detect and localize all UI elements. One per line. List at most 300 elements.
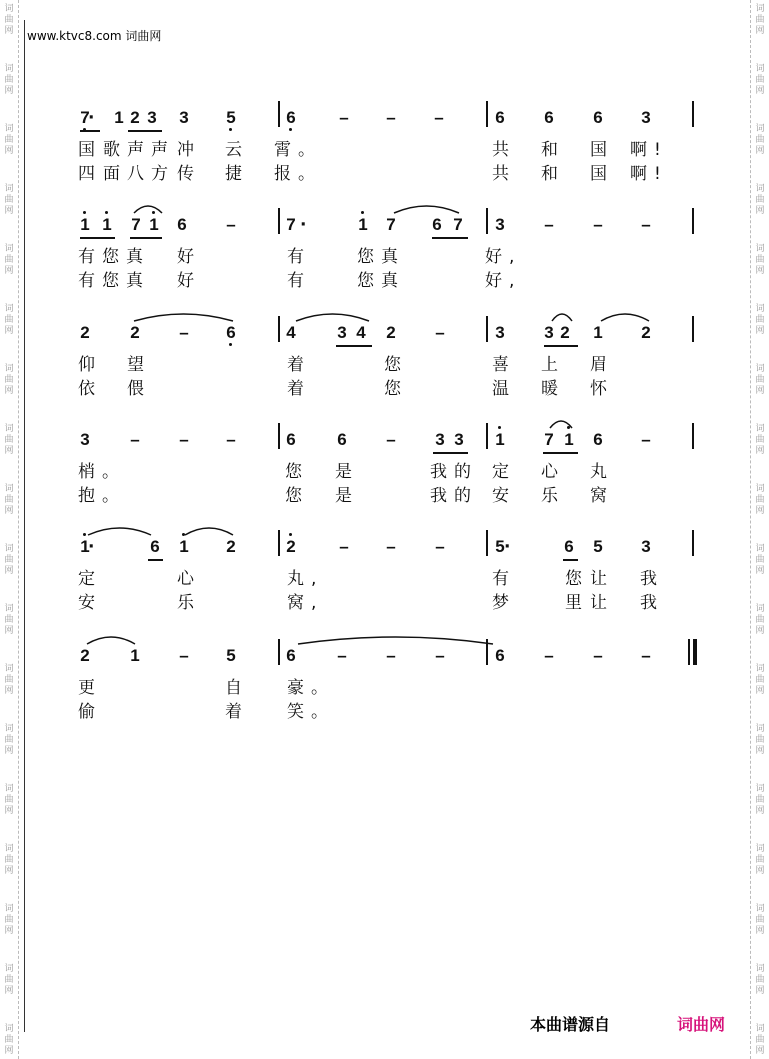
watermark-char: 网: [4, 626, 14, 636]
lyric-text: 上: [541, 355, 558, 375]
dash-note: –: [434, 108, 444, 127]
lyric-verse-1: [0, 677, 769, 699]
lyric-text: 让: [590, 593, 607, 613]
lyric-text: 有: [287, 247, 304, 267]
lyric-text: 梦: [492, 593, 509, 613]
watermark-char: 网: [4, 206, 14, 216]
watermark-char: 网: [755, 446, 765, 456]
bar-line: [692, 101, 694, 127]
bar-line: [692, 423, 694, 449]
note: 4: [286, 323, 296, 342]
beam-underline: [543, 452, 578, 454]
watermark-char: 曲: [755, 615, 765, 625]
watermark-char: 词: [755, 544, 765, 554]
lyric-text: 眉: [590, 355, 607, 375]
watermark-char: 曲: [755, 135, 765, 145]
watermark-char: 网: [4, 806, 14, 816]
watermark-char: 词: [4, 604, 14, 614]
bar-line: [486, 101, 488, 127]
note: 7: [544, 430, 554, 449]
watermark-char: 词: [755, 184, 765, 194]
lyric-text: 有您真: [78, 271, 150, 291]
lyric-text: 您: [565, 569, 582, 589]
note: 2: [283, 537, 299, 557]
lyric-text: 自: [225, 678, 242, 698]
watermark-char: 词: [755, 4, 765, 14]
watermark-char: 曲: [755, 975, 765, 985]
note: 1: [114, 108, 124, 127]
watermark-char: 曲: [4, 1035, 14, 1045]
watermark-char: 词: [4, 124, 14, 134]
watermark-char: 曲: [4, 495, 14, 505]
lyric-text: 定: [78, 569, 95, 589]
notation-row: [0, 215, 769, 245]
final-bar-line: [693, 639, 697, 665]
note: 7: [286, 215, 296, 234]
watermark-char: 网: [755, 566, 765, 576]
watermark-char: 曲: [755, 915, 765, 925]
note: 5: [593, 537, 603, 556]
lyric-text: 窝,: [287, 593, 324, 613]
lyric-text: 好: [177, 247, 194, 267]
note: 6: [283, 108, 299, 128]
watermark-char: 词: [755, 904, 765, 914]
note: 6: [177, 215, 187, 234]
watermark-char: 网: [755, 386, 765, 396]
note: 2: [130, 108, 140, 127]
watermark-char: 词: [4, 664, 14, 674]
watermark-char: 词: [755, 964, 765, 974]
lyric-text: 我: [640, 593, 657, 613]
watermark-char: 网: [755, 986, 765, 996]
lyric-text: 您真: [357, 247, 405, 267]
bar-line: [692, 530, 694, 556]
lyric-text: 和: [541, 140, 558, 160]
note: 2: [560, 323, 570, 342]
lyric-text: 有: [492, 569, 509, 589]
note: 2: [80, 323, 90, 342]
lyric-text: 安: [492, 486, 509, 506]
watermark-char: 网: [4, 386, 14, 396]
lyric-text: 霄。: [274, 140, 322, 160]
bar-line: [486, 530, 488, 556]
lyric-text: 有您真: [78, 247, 150, 267]
watermark-char: 词: [755, 664, 765, 674]
watermark-char: 曲: [755, 375, 765, 385]
lyric-text: 让: [590, 569, 607, 589]
watermark-char: 网: [4, 86, 14, 96]
watermark-char: 曲: [755, 735, 765, 745]
note: 3: [337, 323, 347, 342]
lyric-text: 梢。: [78, 462, 126, 482]
bar-line: [278, 639, 280, 665]
watermark-char: 网: [755, 26, 765, 36]
watermark-char: 词: [4, 544, 14, 554]
dash-note: –: [435, 323, 445, 342]
site-header[interactable]: www.ktvc8.com 词曲网: [27, 29, 162, 43]
note: 3: [80, 430, 90, 449]
watermark-char: 网: [755, 626, 765, 636]
note: 6: [286, 646, 296, 665]
watermark-char: 网: [4, 266, 14, 276]
watermark-char: 词: [755, 244, 765, 254]
note: 7: [131, 215, 141, 234]
watermark-char: 网: [755, 326, 765, 336]
slur-arc: [549, 417, 573, 429]
watermark-char: 网: [755, 926, 765, 936]
bar-line: [692, 316, 694, 342]
dash-note: –: [386, 537, 396, 556]
lyric-verse-2: [0, 270, 769, 292]
note: 6: [564, 537, 574, 556]
note: 3: [454, 430, 464, 449]
watermark-char: 曲: [4, 615, 14, 625]
beam-underline: [130, 237, 162, 239]
lyric-text: 国: [590, 140, 607, 160]
watermark-char: 词: [755, 124, 765, 134]
watermark-char: 网: [4, 506, 14, 516]
slur-arc: [86, 633, 136, 645]
lyric-text: 豪。: [287, 678, 335, 698]
note: 3: [495, 215, 505, 234]
dash-note: –: [386, 646, 396, 665]
notation-row: [0, 646, 769, 676]
lyric-text: 和: [541, 164, 558, 184]
lyric-verse-1: [0, 461, 769, 483]
watermark-char: 曲: [4, 375, 14, 385]
watermark-char: 曲: [755, 1035, 765, 1045]
watermark-char: 词: [4, 964, 14, 974]
beam-underline: [432, 237, 468, 239]
watermark-char: 网: [755, 86, 765, 96]
lyric-text: 您: [285, 462, 302, 482]
dash-note: –: [179, 430, 189, 449]
dash-note: –: [337, 646, 347, 665]
dash-note: –: [435, 537, 445, 556]
note: 3: [641, 108, 651, 127]
note: 1: [99, 215, 115, 235]
watermark-char: 词: [755, 724, 765, 734]
watermark-char: 词: [4, 304, 14, 314]
watermark-char: 词: [4, 724, 14, 734]
augmentation-dot: ·: [88, 537, 95, 557]
note: 3: [147, 108, 157, 127]
note: 1: [561, 430, 577, 450]
lyric-text: 您: [384, 379, 401, 399]
beam-underline: [544, 345, 578, 347]
slur-arc: [297, 633, 494, 645]
lyric-text: 安: [78, 593, 95, 613]
note: 1: [130, 646, 140, 665]
note: 3: [179, 108, 189, 127]
lyric-text: 是: [335, 462, 352, 482]
augmentation-dot: ·: [504, 537, 511, 557]
lyric-text: 窝: [590, 486, 607, 506]
watermark-char: 曲: [4, 915, 14, 925]
lyric-text: 偷: [78, 702, 95, 722]
lyric-text: 望: [127, 355, 144, 375]
lyric-text: 啊!: [630, 140, 668, 160]
slur-arc: [551, 310, 573, 322]
watermark-char: 曲: [4, 675, 14, 685]
lyric-text: 喜: [492, 355, 509, 375]
note: 3: [435, 430, 445, 449]
note: 3: [495, 323, 505, 342]
dash-note: –: [593, 215, 603, 234]
slur-arc: [295, 310, 370, 322]
lyric-text: 歌声声: [103, 140, 175, 160]
watermark-char: 词: [755, 424, 765, 434]
slur-arc: [184, 524, 234, 536]
beam-underline: [80, 237, 115, 239]
augmentation-dot: ·: [88, 108, 95, 128]
lyric-verse-2: [0, 485, 769, 507]
watermark-char: 曲: [755, 795, 765, 805]
bar-line: [486, 316, 488, 342]
lyric-text: 冲: [177, 140, 194, 160]
watermark-char: 词: [4, 4, 14, 14]
note: 1: [355, 215, 371, 235]
lyric-text: 您: [384, 355, 401, 375]
watermark-char: 曲: [755, 855, 765, 865]
watermark-char: 曲: [755, 435, 765, 445]
lyric-text: 着: [287, 379, 304, 399]
dash-note: –: [339, 537, 349, 556]
dash-note: –: [179, 646, 189, 665]
note: 1: [146, 215, 162, 235]
dash-note: –: [641, 646, 651, 665]
dash-note: –: [641, 215, 651, 234]
note: 5: [223, 108, 239, 128]
bar-line: [486, 423, 488, 449]
watermark-char: 词: [4, 364, 14, 374]
note: 1: [77, 537, 93, 557]
watermark-char: 词: [755, 364, 765, 374]
watermark-char: 网: [4, 686, 14, 696]
watermark-char: 词: [4, 244, 14, 254]
watermark-char: 网: [755, 146, 765, 156]
dash-note: –: [641, 430, 651, 449]
lyric-text: 着: [225, 702, 242, 722]
lyric-text: 好,: [485, 247, 522, 267]
lyric-text: 是: [335, 486, 352, 506]
watermark-char: 曲: [4, 75, 14, 85]
watermark-char: 网: [4, 1046, 14, 1056]
lyric-text: 乐: [177, 593, 194, 613]
note: 6: [286, 430, 296, 449]
watermark-char: 曲: [755, 315, 765, 325]
lyric-verse-1: [0, 568, 769, 590]
note: 3: [544, 323, 554, 342]
lyric-text: 传: [177, 164, 194, 184]
note: 2: [386, 323, 396, 342]
note: 7: [453, 215, 463, 234]
lyric-text: 国: [590, 164, 607, 184]
watermark-char: 词: [4, 1024, 14, 1034]
lyric-text: 怀: [590, 379, 607, 399]
lyric-verse-1: [0, 354, 769, 376]
bar-line: [278, 530, 280, 556]
watermark-char: 曲: [4, 855, 14, 865]
lyric-text: 捷: [225, 164, 242, 184]
notation-row: [0, 108, 769, 138]
slur-arc: [393, 202, 460, 214]
watermark-char: 词: [4, 844, 14, 854]
watermark-char: 网: [755, 266, 765, 276]
bar-line: [692, 208, 694, 234]
watermark-char: 词: [755, 64, 765, 74]
watermark-char: 词: [4, 424, 14, 434]
watermark-char: 网: [755, 1046, 765, 1056]
watermark-char: 曲: [755, 495, 765, 505]
augmentation-dot: ·: [300, 215, 307, 235]
beam-underline: [80, 130, 100, 132]
lyric-text: 心: [541, 462, 558, 482]
lyric-text: 您: [285, 486, 302, 506]
note: 6: [495, 108, 505, 127]
lyric-text: 温: [492, 379, 509, 399]
lyric-verse-2: [0, 378, 769, 400]
beam-underline: [148, 559, 163, 561]
note: 5: [495, 537, 505, 556]
slur-arc: [87, 524, 152, 536]
note: 3: [641, 537, 651, 556]
watermark-char: 网: [4, 326, 14, 336]
lyric-text: 乐: [541, 486, 558, 506]
watermark-char: 网: [755, 806, 765, 816]
beam-underline: [336, 345, 372, 347]
lyric-text: 暖: [541, 379, 558, 399]
lyric-text: 有: [287, 271, 304, 291]
watermark-char: 曲: [755, 15, 765, 25]
watermark-char: 网: [755, 206, 765, 216]
lyric-text: 我: [640, 569, 657, 589]
watermark-char: 曲: [4, 555, 14, 565]
note: 2: [130, 323, 140, 342]
beam-underline: [563, 559, 578, 561]
lyric-verse-2: [0, 163, 769, 185]
watermark-char: 网: [4, 26, 14, 36]
note: 6: [593, 108, 603, 127]
watermark-char: 曲: [755, 195, 765, 205]
lyric-text: 我的: [430, 462, 478, 482]
watermark-char: 网: [4, 986, 14, 996]
lyric-text: 面八方: [103, 164, 175, 184]
watermark-char: 网: [755, 746, 765, 756]
notation-row: [0, 323, 769, 353]
watermark-char: 曲: [4, 195, 14, 205]
lyric-text: 着: [287, 355, 304, 375]
note: 6: [337, 430, 347, 449]
lyric-text: 定: [492, 462, 509, 482]
dash-note: –: [130, 430, 140, 449]
watermark-char: 词: [755, 784, 765, 794]
note: 6: [495, 646, 505, 665]
dash-note: –: [339, 108, 349, 127]
slur-arc: [600, 310, 650, 322]
lyric-text: 偎: [127, 379, 144, 399]
footer-source-label: 本曲谱源自: [530, 1015, 611, 1034]
dash-note: –: [226, 215, 236, 234]
note: 4: [356, 323, 366, 342]
lyric-text: 里: [565, 593, 582, 613]
note: 6: [432, 215, 442, 234]
watermark-char: 词: [755, 604, 765, 614]
watermark-char: 网: [755, 686, 765, 696]
lyric-text: 抱。: [78, 486, 126, 506]
note: 6: [593, 430, 603, 449]
note: 7: [77, 108, 93, 128]
bar-line: [486, 208, 488, 234]
footer-brand[interactable]: 词曲网: [677, 1015, 726, 1034]
dash-note: –: [544, 646, 554, 665]
watermark-char: 曲: [4, 735, 14, 745]
note: 6: [544, 108, 554, 127]
watermark-char: 网: [4, 746, 14, 756]
dash-note: –: [435, 646, 445, 665]
watermark-char: 网: [755, 866, 765, 876]
lyric-text: 共: [492, 140, 509, 160]
lyric-text: 四: [78, 164, 95, 184]
note: 2: [80, 646, 90, 665]
watermark-char: 网: [4, 566, 14, 576]
lyric-verse-2: [0, 592, 769, 614]
note: 2: [641, 323, 651, 342]
notation-row: [0, 430, 769, 460]
watermark-char: 词: [4, 904, 14, 914]
note: 1: [176, 537, 192, 557]
watermark-char: 曲: [4, 975, 14, 985]
lyric-text: 丸: [590, 462, 607, 482]
note: 1: [593, 323, 603, 342]
dash-note: –: [386, 108, 396, 127]
lyric-text: 心: [177, 569, 194, 589]
lyric-text: 国: [78, 140, 95, 160]
beam-underline: [128, 130, 162, 132]
lyric-text: 丸,: [287, 569, 324, 589]
lyric-text: 笑。: [287, 702, 335, 722]
watermark-char: 词: [4, 184, 14, 194]
watermark-char: 词: [755, 304, 765, 314]
lyric-text: 啊!: [630, 164, 668, 184]
watermark-char: 词: [4, 484, 14, 494]
watermark-char: 网: [4, 866, 14, 876]
lyric-text: 好: [177, 271, 194, 291]
bar-line: [278, 316, 280, 342]
bar-line: [278, 101, 280, 127]
dash-note: –: [179, 323, 189, 342]
watermark-char: 网: [755, 506, 765, 516]
dash-note: –: [226, 430, 236, 449]
note: 1: [77, 215, 93, 235]
notation-row: [0, 537, 769, 567]
watermark-char: 曲: [755, 555, 765, 565]
beam-underline: [433, 452, 468, 454]
lyric-text: 好,: [485, 271, 522, 291]
lyric-text: 共: [492, 164, 509, 184]
note: 1: [492, 430, 508, 450]
note: 7: [386, 215, 396, 234]
watermark-char: 网: [4, 446, 14, 456]
lyric-text: 报。: [274, 164, 322, 184]
final-bar-line: [688, 639, 690, 665]
dash-note: –: [386, 430, 396, 449]
watermark-char: 词: [755, 1024, 765, 1034]
dash-note: –: [593, 646, 603, 665]
lyric-text: 云: [225, 140, 242, 160]
watermark-char: 网: [4, 146, 14, 156]
lyric-verse-1: [0, 246, 769, 268]
